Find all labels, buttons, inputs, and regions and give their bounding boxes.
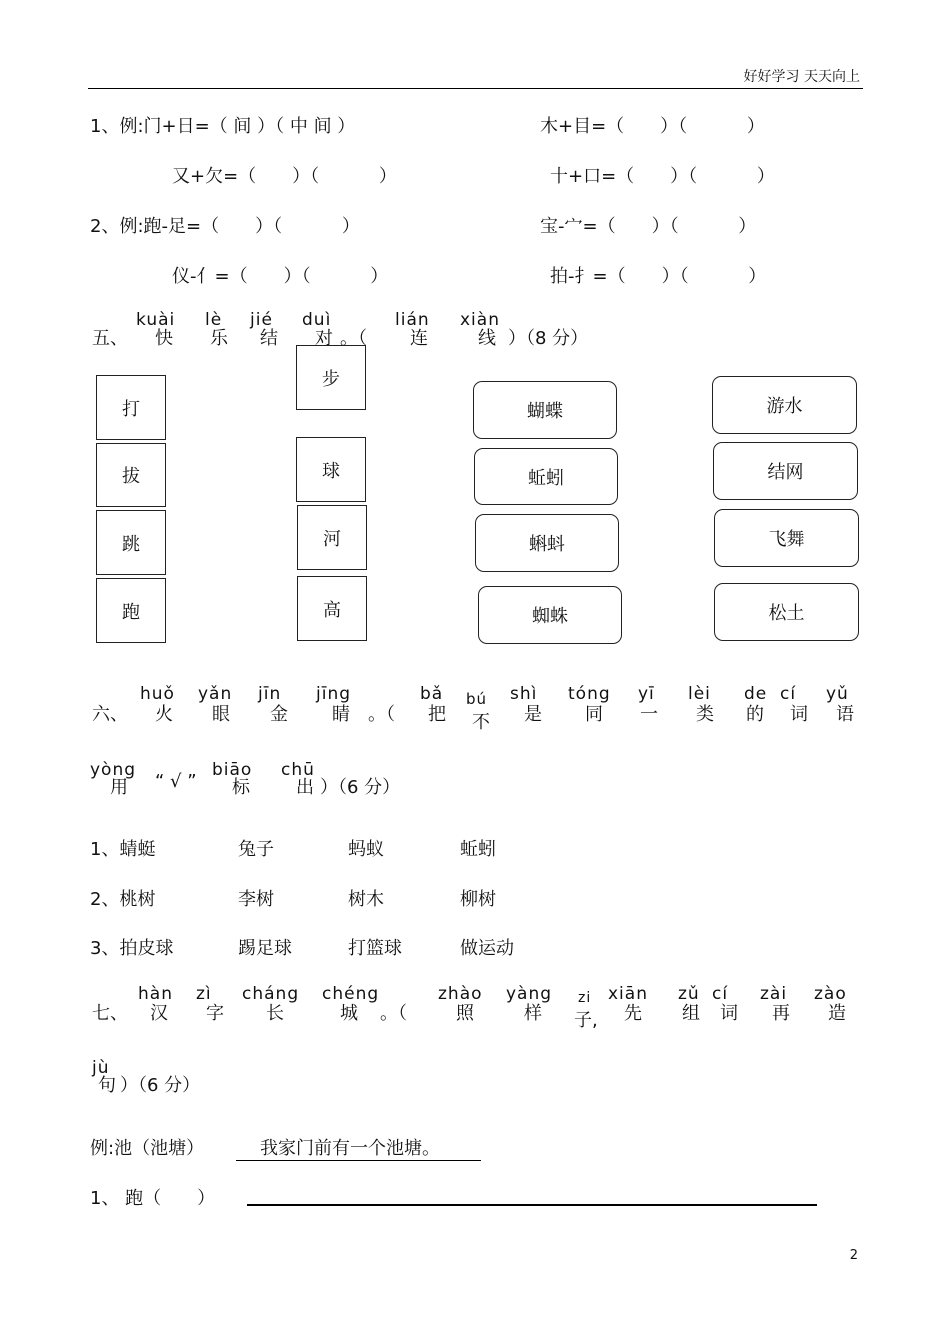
q6-item2-word2: 李树 <box>238 889 274 910</box>
q5-char-le: 乐 <box>210 328 228 349</box>
q7-item1-label: 1、 跑（ ） <box>90 1188 216 1209</box>
match-box-col1-3[interactable]: 跳 <box>96 510 166 575</box>
header-rule <box>88 88 863 89</box>
q5-score: ）（8 分） <box>508 328 589 349</box>
q6-char-huo: 火 <box>155 704 173 725</box>
q4-row1-right: 木+目=（ ）（ ） <box>540 116 765 137</box>
match-box-col3-1[interactable]: 蝴蝶 <box>473 381 617 439</box>
q4-row2-right: 十+口=（ ）（ ） <box>550 166 775 187</box>
match-box-col3-2[interactable]: 蚯蚓 <box>474 448 618 505</box>
q6-char-ba: 把 <box>428 704 446 725</box>
q7-example-sentence: 我家门前有一个池塘。 <box>236 1134 481 1161</box>
q6-pinyin-yu: yǔ <box>826 684 849 704</box>
q5-char-lian: 连 <box>410 328 428 349</box>
q7-pinyin-cheng: chéng <box>322 984 380 1004</box>
q6-item3-word3: 打篮球 <box>348 938 402 959</box>
q7-char-han: 汉 <box>150 1003 168 1024</box>
q7-char-ci: 词 <box>720 1003 738 1024</box>
q7-prefix: 七、 <box>92 1003 128 1024</box>
match-box-col1-4[interactable]: 跑 <box>96 578 166 643</box>
match-box-col4-4[interactable]: 松土 <box>714 583 859 641</box>
q7-pinyin-han: hàn <box>138 984 173 1004</box>
q4-row3-left: 2、例:跑-足=（ ）（ ） <box>90 216 360 237</box>
q5-pinyin-dui: duì <box>302 310 332 330</box>
q7-pinyin-zi-small: zi <box>578 990 592 1006</box>
q4-row4-left: 仪-亻=（ ）（ ） <box>172 266 389 287</box>
q6-char-jing: 睛 <box>332 704 350 725</box>
q6-pinyin-huo: huǒ <box>140 684 175 704</box>
q7-pinyin-ci: cí <box>712 984 729 1004</box>
q7-char-zi-comma: 子, <box>574 1010 598 1031</box>
q6-char-chu: 出 <box>296 777 314 798</box>
q7-example-label: 例:池（池塘） <box>90 1138 205 1159</box>
q6-char-ci: 词 <box>790 704 808 725</box>
q7-char-paren-open: 。（ <box>380 1003 407 1024</box>
q6-pinyin-jing: jīng <box>316 684 352 704</box>
q6-pinyin-bu: bú <box>466 690 488 708</box>
q6-item1-word4: 蚯蚓 <box>460 839 496 860</box>
q7-char-zi: 字 <box>206 1003 224 1024</box>
q6-char-biao: 标 <box>232 777 250 798</box>
q7-pinyin-zu: zǔ <box>678 984 700 1004</box>
q6-pinyin-shi: shì <box>510 684 538 704</box>
q6-pinyin-de: de <box>744 684 768 704</box>
q5-char-dui: 对 <box>315 328 333 349</box>
q7-char-ju: 句 <box>98 1075 116 1096</box>
q6-char-bu: 不 <box>472 712 490 733</box>
q6-char-yi: 一 <box>640 704 658 725</box>
q7-char-chang: 长 <box>266 1003 284 1024</box>
q5-prefix: 五、 <box>92 328 128 349</box>
q6-item1-word1: 1、蜻蜓 <box>90 839 156 860</box>
q7-pinyin-zai: zài <box>760 984 788 1004</box>
q7-pinyin-xian: xiān <box>608 984 648 1004</box>
q6-score: ）（6 分） <box>320 777 401 798</box>
q6-item3-word1: 3、拍皮球 <box>90 938 174 959</box>
match-box-col1-2[interactable]: 拔 <box>96 443 166 507</box>
q5-char-xian: 线 <box>478 328 496 349</box>
q6-checkmark-quote: “ √ ” <box>155 771 197 792</box>
match-box-col1-1[interactable]: 打 <box>96 375 166 440</box>
q6-pinyin-chu: chū <box>281 760 315 780</box>
q6-pinyin-yi: yī <box>638 684 655 704</box>
q4-row4-right: 拍-扌=（ ）（ ） <box>550 266 767 287</box>
q5-pinyin-xian: xiàn <box>460 310 500 330</box>
q6-char-de: 的 <box>746 704 764 725</box>
q7-pinyin-yang: yàng <box>506 984 553 1004</box>
q7-char-zai: 再 <box>772 1003 790 1024</box>
q7-pinyin-ju: jù <box>92 1058 110 1078</box>
q6-pinyin-yan: yǎn <box>198 684 233 704</box>
q6-pinyin-tong: tóng <box>568 684 611 704</box>
q6-char-shi: 是 <box>524 704 542 725</box>
q6-pinyin-biao: biāo <box>212 760 253 780</box>
q5-char-jie: 结 <box>260 328 278 349</box>
q5-char-kuai: 快 <box>155 328 173 349</box>
q6-char-yu: 语 <box>836 704 854 725</box>
q6-item3-word2: 踢足球 <box>238 938 292 959</box>
q6-item2-word4: 柳树 <box>460 889 496 910</box>
q6-char-yong: 用 <box>110 777 128 798</box>
q7-char-yang: 样 <box>524 1003 542 1024</box>
q6-pinyin-jin: jīn <box>258 684 282 704</box>
q5-pinyin-jie: jié <box>250 310 273 330</box>
match-box-col4-3[interactable]: 飞舞 <box>714 509 859 567</box>
q7-score: ）（6 分） <box>120 1075 201 1096</box>
match-box-col2-4[interactable]: 高 <box>297 576 367 641</box>
q7-pinyin-zao: zào <box>814 984 847 1004</box>
q6-prefix: 六、 <box>92 704 128 725</box>
match-box-col3-3[interactable]: 蝌蚪 <box>475 514 619 572</box>
q7-char-zu: 组 <box>682 1003 700 1024</box>
match-box-col2-2[interactable]: 球 <box>296 437 366 502</box>
q6-item2-word1: 2、桃树 <box>90 889 156 910</box>
q7-pinyin-zhao: zhào <box>438 984 483 1004</box>
q6-char-paren-open: 。（ <box>368 704 395 725</box>
q6-item1-word3: 蚂蚁 <box>348 839 384 860</box>
q6-pinyin-ci: cí <box>780 684 797 704</box>
match-box-col3-4[interactable]: 蜘蛛 <box>478 586 622 644</box>
q6-pinyin-ba: bǎ <box>420 684 444 704</box>
q5-pinyin-kuai: kuài <box>136 310 176 330</box>
q6-item1-word2: 兔子 <box>238 839 274 860</box>
q6-pinyin-yong: yòng <box>90 760 137 780</box>
q6-char-yan: 眼 <box>212 704 230 725</box>
match-box-col4-1[interactable]: 游水 <box>712 376 857 434</box>
q5-pinyin-lian: lián <box>395 310 430 330</box>
q5-pinyin-le: lè <box>205 310 223 330</box>
q7-pinyin-zi: zì <box>196 984 212 1004</box>
q7-char-zhao: 照 <box>456 1003 474 1024</box>
q7-char-cheng: 城 <box>340 1003 358 1024</box>
q6-pinyin-lei: lèi <box>688 684 711 704</box>
header-motto: 好好学习 天天向上 <box>743 69 860 85</box>
q4-row1-left: 1、例:门+日=（ 间 ）（ 中 间 ） <box>90 116 356 137</box>
q6-char-lei: 类 <box>696 704 714 725</box>
q5-char-paren-open: 。（ <box>340 328 367 349</box>
match-box-col4-2[interactable]: 结网 <box>713 442 858 500</box>
q6-char-jin: 金 <box>270 704 288 725</box>
q6-item3-word4: 做运动 <box>460 938 514 959</box>
q7-pinyin-chang: cháng <box>242 984 300 1004</box>
match-box-col2-1[interactable]: 步 <box>296 345 366 410</box>
q4-row3-right: 宝-宀=（ ）（ ） <box>540 216 757 237</box>
q7-char-zao: 造 <box>828 1003 846 1024</box>
q6-char-tong: 同 <box>585 704 603 725</box>
q7-char-xian: 先 <box>624 1003 642 1024</box>
page-number: 2 <box>849 1248 858 1263</box>
q4-row2-left: 又+欠=（ ）（ ） <box>172 166 397 187</box>
match-box-col2-3[interactable]: 河 <box>297 505 367 570</box>
q7-item1-answer-line[interactable] <box>247 1204 817 1206</box>
q6-item2-word3: 树木 <box>348 889 384 910</box>
